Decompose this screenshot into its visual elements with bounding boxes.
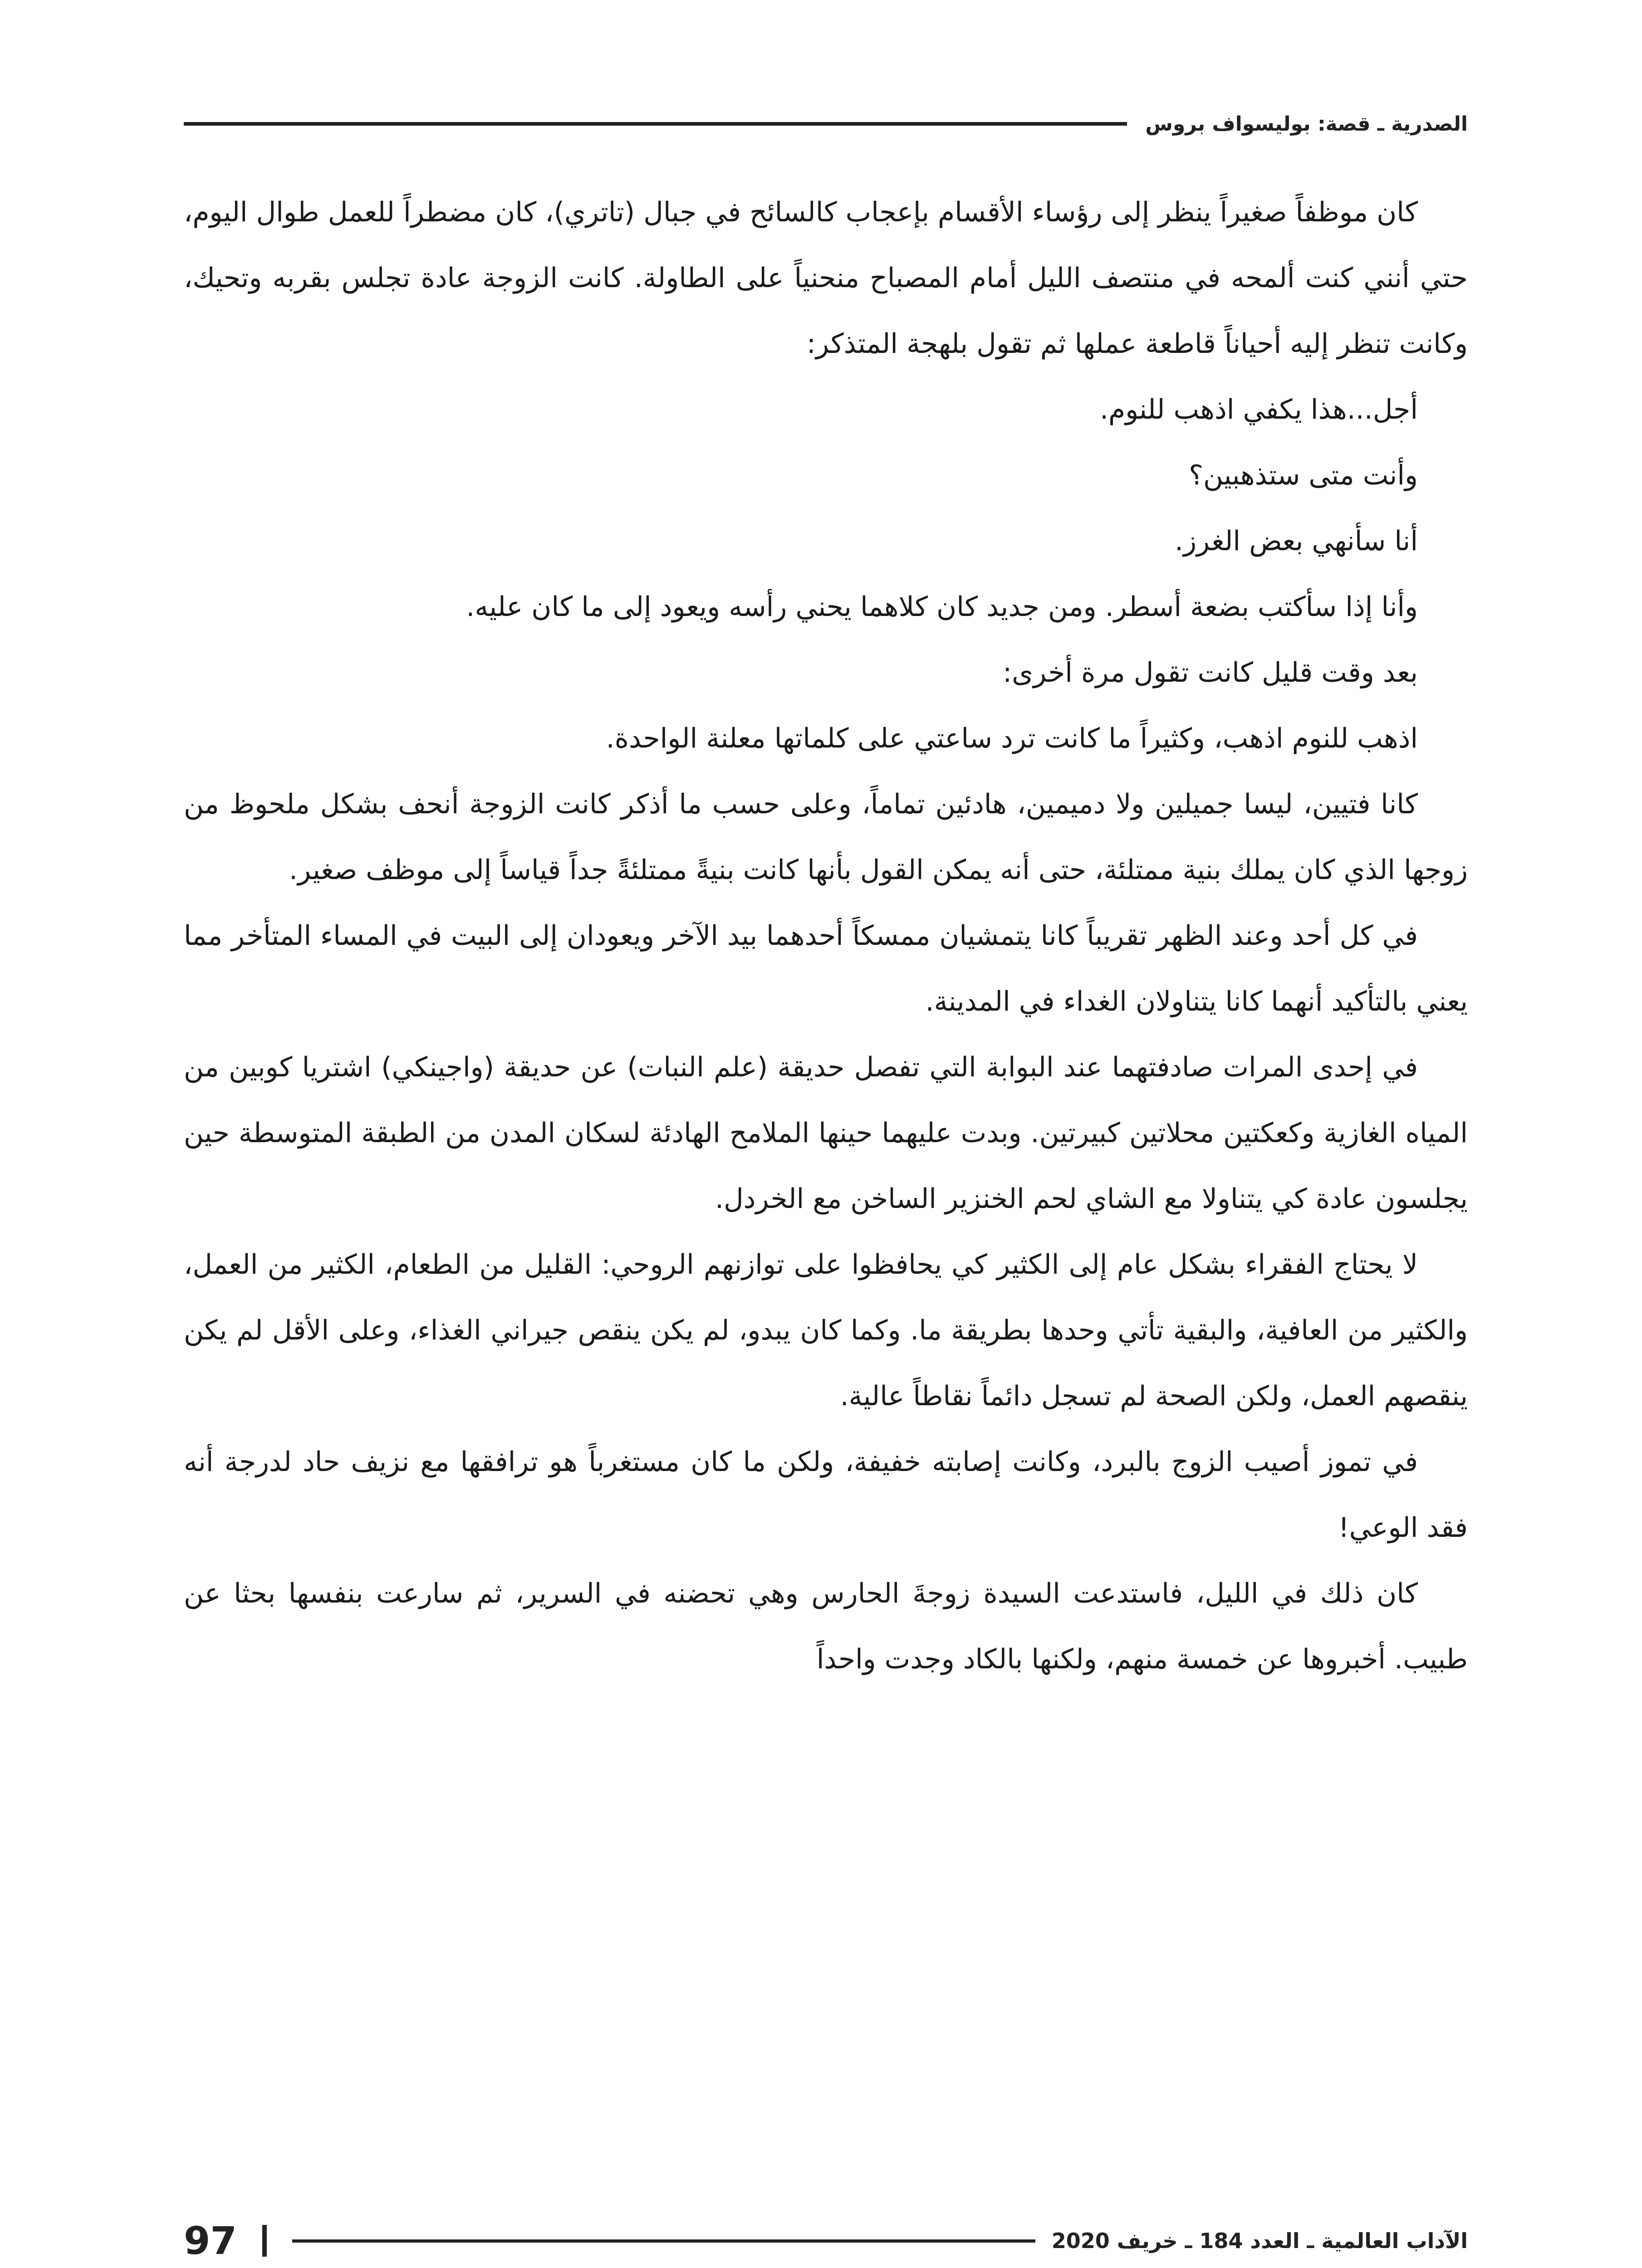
- paragraph: كان ذلك في الليل، فاستدعت السيدة زوجةَ الحارس وهي تحضنه في السرير، ثم سارعت بنفسها بحثا عن طبيب. أخبروها عن خمسة منهم، ولكنها بالكاد وجدت واحداً: [184, 1578, 1468, 1675]
- paragraph: كانا فتيين، ليسا جميلين ولا دميمين، هادئين تماماً، وعلى حسب ما أذكر كانت الزوجة أنحف بشكل ملحوظ من زوجها الذي كان يملك بنية ممتلئة، حتى أنه يمكن القول بأنها كانت بنيةً ممتلئةً جداً قياساً إلى موظف صغير.: [184, 788, 1468, 886]
- paragraph: أنا سأنهي بعض الغرز.: [1175, 525, 1418, 557]
- paragraph: في تموز أصيب الزوج بالبرد، وكانت إصابته خفيفة، ولكن ما كان مستغرباً هو ترافقها مع نزيف حاد لدرجة أنه فقد الوعي!: [184, 1446, 1468, 1544]
- paragraph: في إحدى المرات صادفتهما عند البوابة التي تفصل حديقة (علم النبات) عن حديقة (واجينكي) اشتريا كوبين من المياه الغازية وكعكتين محلاتين كبيرتين. وبدت عليهما حينها الملامح الهادئة لسكان المدن من الطبقة المتوسطة حين يجلسون عادة كي يتناولا مع الشاي لحم الخنزير الساخن مع الخردل.: [184, 1051, 1468, 1215]
- paragraph: لا يحتاج الفقراء بشكل عام إلى الكثير كي يحافظوا على توازنهم الروحي: القليل من الطعام، الكثير من العمل، والكثير من العافية، والبقية تأتي وحدها بطريقة ما. وكما كان يبدو، لم يكن ينقص جيراني الغذاء، وعلى الأقل لم يكن ينقصهم العمل، ولكن الصحة لم تسجل دائماً نقاطاً عالية.: [184, 1249, 1468, 1412]
- footer-rule: [292, 2239, 1035, 2243]
- paragraph: كان موظفاً صغيراً ينظر إلى رؤساء الأقسام بإعجاب كالسائح في جبال (تاتري)، كان مضطراً للعمل طوال اليوم، حتي أنني كنت ألمحه في منتصف الليل أمام المصباح منحنياً على الطاولة. كانت الزوجة عادة تجلس بقربه وتحيك، وكانت تنظر إليه أحياناً قاطعة عملها ثم تقول بلهجة المتذكر:: [184, 196, 1468, 360]
- paragraph: وأنت متى ستذهبين؟: [1189, 459, 1418, 491]
- header-rule: [184, 122, 1127, 126]
- paragraph: في كل أحد وعند الظهر تقريباً كانا يتمشيان ممسكاً أحدهما بيد الآخر ويعودان إلى البيت في المساء المتأخر مما يعني بالتأكيد أنهما كانا يتناولان الغداء في المدينة.: [184, 920, 1468, 1017]
- paragraph: وأنا إذا سأكتب بضعة أسطر. ومن جديد كان كلاهما يحني رأسه ويعود إلى ما كان عليه.: [466, 591, 1418, 623]
- page-number: 97: [184, 2219, 237, 2263]
- paragraph: أجل...هذا يكفي اذهب للنوم.: [1099, 394, 1418, 425]
- paragraph: بعد وقت قليل كانت تقول مرة أخرى:: [1002, 657, 1418, 689]
- page-footer: [184, 2218, 1468, 2263]
- paragraph: اذهب للنوم اذهب، وكثيراً ما كانت ترد ساعتي على كلماتها معلنة الواحدة.: [606, 723, 1418, 754]
- footer-separator: [262, 2225, 267, 2257]
- running-header: [184, 103, 1468, 144]
- header-title: الصدرية ـ قصة: بوليسواف بروس: [1145, 112, 1468, 136]
- footer-journal-info: الآداب العالمية ـ العدد 184 ـ خريف 2020: [1051, 2229, 1468, 2253]
- article-body: [184, 180, 1468, 1692]
